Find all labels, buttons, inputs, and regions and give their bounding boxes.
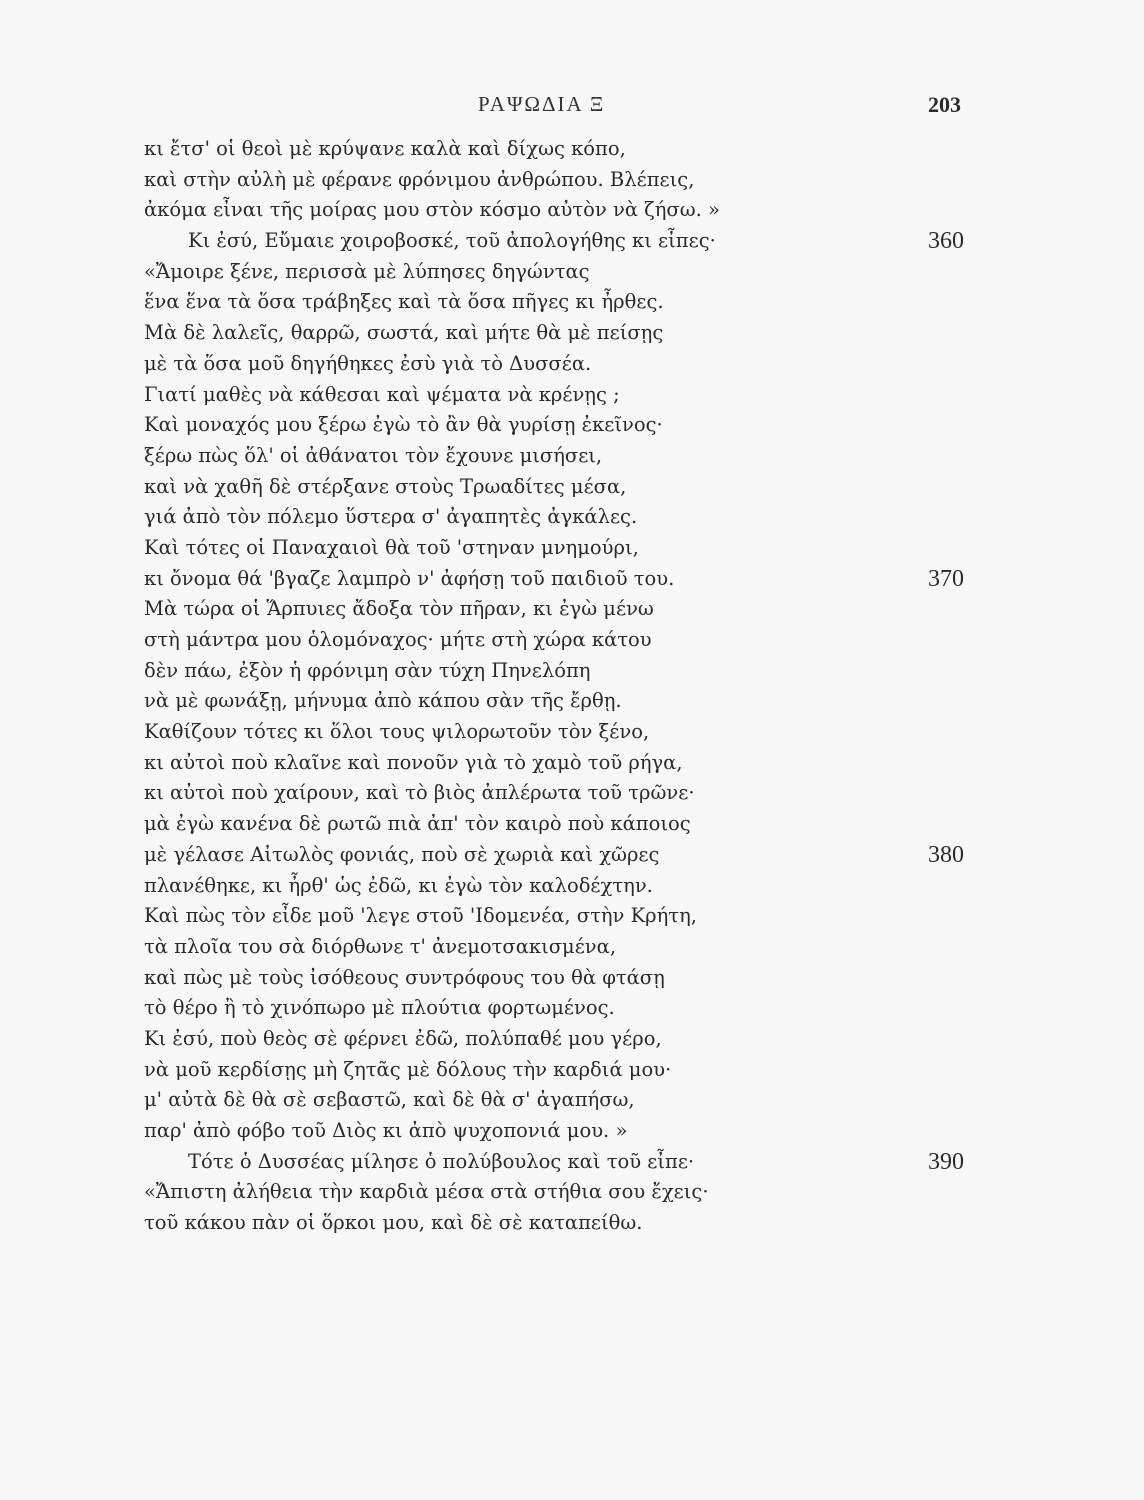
verse-line [144, 686, 984, 717]
verse-text: ἕνα ἕνα τὰ ὅσα τράβηξες καὶ τὰ ὅσα πῆγες κι ἦρθες. [144, 290, 664, 314]
verse-text: ξέρω πὼς ὅλ' οἱ ἀθάνατοι τὸν ἔχουνε μισήσει, [144, 443, 603, 467]
page-number: 203 [928, 92, 961, 117]
verse-text: Καθίζουν τότες κι ὅλοι τους ψιλορωτοῦν τὸν ξένο, [144, 720, 650, 744]
line-number: 390 [928, 1148, 964, 1175]
verse-line [144, 1177, 984, 1208]
verse-text: μὲ γέλασε Αἰτωλὸς φονιάς, ποὺ σὲ χωριὰ καὶ χῶρες [144, 842, 660, 866]
verse-line [144, 963, 984, 994]
verse-text: μὲ τὰ ὅσα μοῦ δηγήθηκες ἐσὺ γιὰ τὸ Δυσσέα. [144, 351, 592, 375]
verse-line [144, 1116, 984, 1147]
verse-line [144, 1024, 984, 1055]
verse-line [144, 840, 984, 871]
verse-line [144, 226, 984, 257]
verse-line [144, 901, 984, 932]
verse-line [144, 656, 984, 687]
verse-text: παρ' ἀπὸ φόβο τοῦ Διὸς κι ἀπὸ ψυχοπονιά μου. » [144, 1119, 628, 1142]
verse-text: Γιατί μαθὲς νὰ κάθεσαι καὶ ψέματα νὰ κρένῃς ; [144, 382, 620, 406]
verse-line [144, 871, 984, 902]
verse-text: πλανέθηκε, κι ἦρθ' ὡς ἐδῶ, κι ἐγὼ τὸν καλοδέχτην. [144, 873, 653, 897]
verse-text: κι ὄνομα θά 'βγαζε λαμπρὸ ν' ἀφήσῃ τοῦ παιδιοῦ του. [144, 566, 675, 590]
verse-line [144, 195, 984, 226]
verse-line [144, 472, 984, 503]
verse-line [144, 717, 984, 748]
verse-text: Καὶ μοναχός μου ξέρω ἐγὼ τὸ ἂν θὰ γυρίσῃ ἐκεῖνος· [144, 413, 663, 437]
verse-text: μὰ ἐγὼ κανένα δὲ ρωτῶ πιὰ ἀπ' τὸν καιρὸ ποὺ κάποιος [144, 812, 691, 836]
verse-text: νὰ μὲ φωνάξῃ, μήνυμα ἀπὸ κάπου σὰν τῆς ἔρθῃ. [144, 689, 622, 713]
verse-line [144, 1208, 984, 1239]
verse-text: Καὶ τότες οἱ Παναχαιοὶ θὰ τοῦ 'στηναν μνημούρι, [144, 535, 639, 559]
verse-text: Μὰ τώρα οἱ Ἅρπυιες ἄδοξα τὸν πῆραν, κι ἐγὼ μένω [144, 597, 654, 621]
verse-line [144, 165, 984, 196]
verse-line [144, 533, 984, 564]
verse-line [144, 1085, 984, 1116]
verse-line [144, 318, 984, 349]
verse-line [144, 502, 984, 533]
line-number: 370 [928, 565, 964, 592]
verse-text: κι αὐτοὶ ποὺ χαίρουν, καὶ τὸ βιὸς ἀπλέρωτα τοῦ τρῶνε· [144, 781, 695, 805]
verse-text: τοῦ κάκου πὰν οἱ ὅρκοι μου, καὶ δὲ σὲ καταπείθω. [144, 1211, 643, 1235]
verse-text: «Ἄπιστη ἀλήθεια τὴν καρδιὰ μέσα στὰ στήθια σου ἔχεις· [144, 1180, 709, 1204]
verse-line [144, 564, 984, 595]
verse-text: Καὶ πὼς τὸν εἶδε μοῦ 'λεγε στοῦ 'Ιδομενέα, στὴν Κρήτη, [144, 904, 697, 928]
verse-text: ἀκόμα εἶναι τῆς μοίρας μου στὸν κόσμο αὐτὸν νὰ ζήσω. » [144, 198, 720, 222]
verse-line [144, 1147, 984, 1178]
verse-text: καὶ πὼς μὲ τοὺς ἰσόθεους συντρόφους του θὰ φτάσῃ [144, 965, 665, 989]
verse-text: γιά ἀπὸ τὸν πόλεμο ὕστερα σ' ἀγαπητὲς ἀγκάλες. [144, 505, 638, 529]
verse-block [144, 134, 984, 1239]
line-number: 360 [928, 228, 964, 255]
verse-line [144, 349, 984, 380]
verse-line [144, 809, 984, 840]
verse-line [144, 257, 984, 288]
verse-text: καὶ στὴν αὐλὴ μὲ φέρανε φρόνιμου ἀνθρώπου. Βλέπεις, [144, 167, 695, 191]
verse-text: μ' αὐτὰ δὲ θὰ σὲ σεβαστῶ, καὶ δὲ θὰ σ' ἀγαπήσω, [144, 1088, 635, 1112]
verse-text: «Ἄμοιρε ξένε, περισσὰ μὲ λύπησες δηγώντας [144, 259, 590, 283]
verse-line [144, 380, 984, 411]
verse-text: Κι ἐσύ, ποὺ θεὸς σὲ φέρνει ἐδῶ, πολύπαθέ μου γέρο, [144, 1026, 662, 1050]
verse-text: Κι ἐσύ, Εὔμαιε χοιροβοσκέ, τοῦ ἀπολογήθης κι εἶπες· [188, 229, 716, 253]
verse-line [144, 1055, 984, 1086]
verse-line [144, 594, 984, 625]
verse-text: κι αὐτοὶ ποὺ κλαῖνε καὶ πονοῦν γιὰ τὸ χαμὸ τοῦ ρήγα, [144, 750, 683, 774]
verse-line [144, 410, 984, 441]
verse-line [144, 748, 984, 779]
verse-text: καὶ νὰ χαθῆ δὲ στέρξανε στοὺς Τρωαδίτες μέσα, [144, 474, 627, 498]
verse-text: Μὰ δὲ λαλεῖς, θαρρῶ, σωστά, καὶ μήτε θὰ μὲ πείσῃς [144, 321, 664, 345]
verse-text: στὴ μάντρα μου ὁλομόναχος· μήτε στὴ χώρα κάτου [144, 628, 652, 651]
verse-line [144, 134, 984, 165]
verse-line [144, 932, 984, 963]
verse-text: τὸ θέρο ἢ τὸ χινόπωρο μὲ πλούτια φορτωμένος. [144, 996, 615, 1020]
line-number: 380 [928, 841, 964, 868]
verse-text: νὰ μοῦ κερδίσῃς μὴ ζητᾶς μὲ δόλους τὴν καρδιά μου· [144, 1057, 672, 1081]
running-head [0, 92, 1144, 126]
running-title: ΡΑΨΩΔΙΑ Ξ [478, 92, 606, 116]
verse-text: κι ἔτσ' οἱ θεοὶ μὲ κρύψανε καλὰ καὶ δίχως κόπο, [144, 137, 626, 160]
verse-line [144, 993, 984, 1024]
verse-text: Τότε ὁ Δυσσέας μίλησε ὁ πολύβουλος καὶ τοῦ εἶπε· [188, 1149, 695, 1173]
verse-line [144, 287, 984, 318]
verse-line [144, 778, 984, 809]
verse-text: δὲν πάω, ἐξὸν ἡ φρόνιμη σὰν τύχη Πηνελόπη [144, 658, 591, 682]
verse-line [144, 441, 984, 472]
verse-text: τὰ πλοῖα του σὰ διόρθωνε τ' ἀνεμοτσακισμένα, [144, 934, 617, 958]
verse-line [144, 625, 984, 656]
